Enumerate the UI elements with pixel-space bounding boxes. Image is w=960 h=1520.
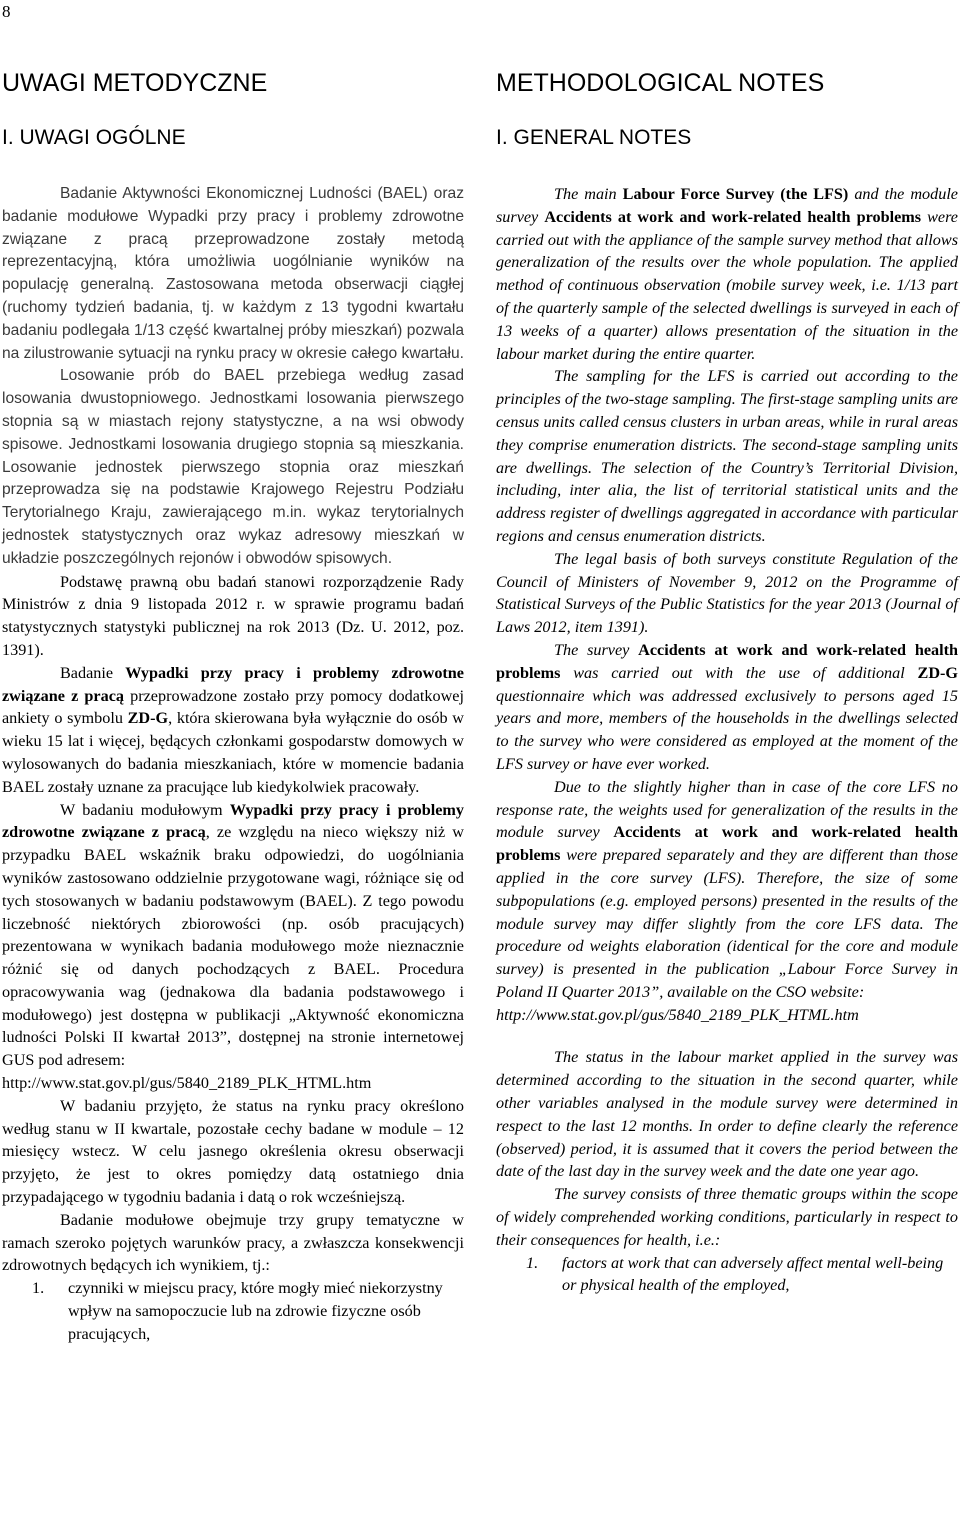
english-paragraph-7: The survey consists of three thematic groups within the scope of widely comprehended working conditions, particularly in respect to their consequences for health, i.e.: [496,1185,958,1249]
polish-paragraph-7: Badanie modułowe obejmuje trzy grupy tematyczne w ramach szeroko pojętych warunków pracy, a zwłaszcza konsekwencji zdrowotnych będących ich wynikiem, tj.: [2,1210,464,1275]
english-paragraph-5: Due to the slightly higher than in case of the core LFS no response rate, the weights used for generalization of the results in the module survey Accidents at work and work-related health problems were prepared separately and they are different than those applied in the core survey (LFS). Therefore, the size of some subpopulations (e.g. employed persons) presented in the results of the module survey may differ slightly from the core LFS data. The procedure od weights elaboration (identical for the core and module survey) is presented in the publication „Labour Force Survey in Poland II Quarter 2013”, available on the CSO website: [496,777,958,1001]
english-paragraph-3: The legal basis of both surveys constitute Regulation of the Council of Ministers of November 9, 2012 on the Programme of Statistical Surveys of the Public Statistics for the year 2013 (Journal of Laws 2012, item 1391). [496,549,958,637]
english-list-item [496,1252,958,1298]
english-paragraph-1: The main Labour Force Survey (the LFS) and the module survey Accidents at work and work-related health problems were carried out with the appliance of the sample survey method that allows generalization of the results over the whole population. The applied method of continuous observation (mobile survey week, i.e. 1/13 part of the quarterly sample of the selected dwellings is surveyed in each of 13 weeks of a quarter) allows presentation of the situation in the labour market during the entire quarter. [496,185,958,363]
polish-list-text: czynniki w miejscu pracy, które mogły mieć niekorzystny wpływ na samopoczucie lub na zdrowie fizyczne osób pracujących, [68,1279,443,1343]
polish-paragraph-4: Badanie Wypadki przy pracy i problemy zdrowotne związane z pracą przeprowadzone zostało przy pomocy dodatkowej ankiety o symbolu ZD-G, która skierowana była wyłącznie do osób w wieku 15 lat i więcej, będących członkami gospodarstw domowych w wylosowanych do badania mieszkaniach, które w momencie badania BAEL zostały uznane za pracujące lub kiedykolwiek pracowały. [2,663,464,796]
spacer [496,1026,958,1046]
polish-paragraph-2: Losowanie prób do BAEL przebiega według zasad losowania dwustopniowego. Jednostkami losowania pierwszego stopnia są w miastach rejony statystyczne, a na wsi obwody spisowe. Jednostkami losowania drugiego stopnia są mieszkania. Losowanie jednostek pierwszego stopnia oraz mieszkań przeprowadza się na podstawie Krajowego Rejestru Podziału Terytorialnego Kraju, zawierającego m.in. wykaz terytorialnych jednostek statystycznych oraz wykaz adresowy mieszkań w układzie poszczególnych rejonów i obwodów spisowych. [2,367,464,567]
polish-subheading: I. UWAGI OGÓLNE [2,126,186,149]
english-paragraph-2: The sampling for the LFS is carried out according to the principles of the two-stage sampling. The first-stage sampling units are census units called census clusters in urban areas, while in rural areas they comprise enumeration districts. The second-stage sampling units are dwellings. The selection of the Country’s Territorial Division, including, inter alia, the list of territorial statistical units and the address register of dwellings aggregated in accordance with particular regions and census enumeration districts. [496,367,958,545]
polish-list-number: 1. [32,1279,45,1298]
polish-url[interactable]: http://www.stat.gov.pl/gus/5840_2189_PLK_HTML.htm [2,1074,372,1093]
english-heading: METHODOLOGICAL NOTES [496,69,825,97]
page-number: 8 [2,2,11,21]
polish-paragraph-1: Badanie Aktywności Ekonomicznej Ludności (BAEL) oraz badanie modułowe Wypadki przy pracy i problemy zdrowotne związane z pracą przeprowadzone zostały metodą reprezentacyjną, która umożliwia uogólnianie wyników na populację generalną. Zastosowana metoda obserwacji ciągłej (ruchomy tydzień badania, tj. w każdym z 13 tygodni kwartału badaniu podlegała 1/13 część kwartalnej próby mieszkań) pozwala na zilustrowanie sytuacji na rynku pracy w okresie całego kwartału. [2,185,464,362]
english-column [496,68,958,1297]
polish-list-item [2,1277,464,1345]
english-paragraph-6: The status in the labour market applied in the survey was determined according to the situation in the second quarter, while other variables analysed in the module survey were determined in respect to the last 12 months. In order to define clearly the reference (observed) period, it is assumed that it covers the period between the date of the last day in the survey week and the date one year ago. [496,1048,958,1181]
english-paragraph-4: The survey Accidents at work and work-related health problems was carried out with the use of additional ZD-G questionnaire which was addressed exclusively to persons aged 15 years and more, members of the households in the dwellings selected to the survey who were considered as employed at the moment of the LFS survey or have ever worked. [496,640,958,773]
polish-paragraph-5: W badaniu modułowym Wypadki przy pracy i problemy zdrowotne związane z pracą, ze względu na nieco większy niż w przypadku BAEL wskaźnik braku odpowiedzi, do uogólniania wyników zastosowano oddzielnie przygotowane wagi, różniące się od tych stosowanych w badaniu podstawowym (BAEL). Z tego powodu liczebność niektórych zbiorowości (np. osób pracujących) prezentowana w wynikach badania modułowego może nieznacznie różnić się od danych pochodzących z BAEL. Procedura opracowywania wag (jednakowa dla badania podstawowego i modułowego) jest dostępna w publikacji „Aktywność ekonomiczna ludności Polski II kwartał 2013”, dostępnej na stronie internetowej GUS pod adresem: [2,800,464,1070]
english-list-number: 1. [526,1253,539,1272]
english-list-text: factors at work that can adversely affect mental well-being or physical health of the employed, [562,1253,944,1295]
english-subheading: I. GENERAL NOTES [496,126,692,149]
polish-paragraph-3: Podstawę prawną obu badań stanowi rozporządzenie Rady Ministrów z dnia 9 listopada 2012 r. w sprawie programu badań statystycznych statystyki publicznej na rok 2013 (Dz. U. 2012, poz. 1391). [2,572,464,659]
polish-paragraph-6: W badaniu przyjęto, że status na rynku pracy określono według stanu w II kwartale, pozostałe cechy badane w module – 12 miesięcy wstecz. W celu jasnego określenia okresu obserwacji przyjęto, że jest to okres pomiędzy datą ostatniego dnia przypadającego w tygodniu badania i datą o rok wcześniejszą. [2,1096,464,1207]
polish-column [2,68,464,1346]
english-url[interactable]: http://www.stat.gov.pl/gus/5840_2189_PLK_HTML.htm [496,1005,859,1024]
polish-heading: UWAGI METODYCZNE [2,69,268,97]
